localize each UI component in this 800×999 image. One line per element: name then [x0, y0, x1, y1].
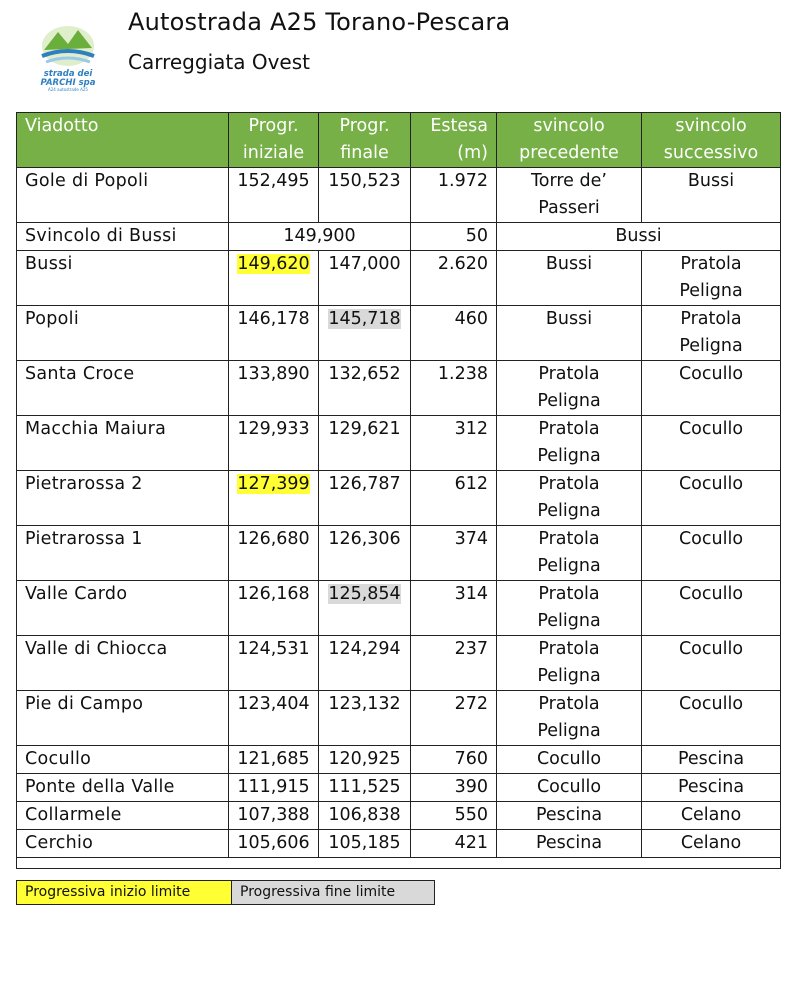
progr-finale: 120,925 — [319, 746, 411, 774]
svincolo-precedente: Pratola Peligna — [497, 526, 642, 581]
svg-text:strada dei: strada dei — [43, 69, 93, 79]
table-row — [17, 416, 781, 471]
progr-iniziale: 121,685 — [229, 746, 319, 774]
svincolo-precedente: Bussi — [497, 306, 642, 361]
progr-finale: 105,185 — [319, 830, 411, 858]
viaduct-name: Santa Croce — [17, 361, 229, 416]
svincolo-precedente: Cocullo — [497, 774, 642, 802]
svincolo-precedente: Pratola Peligna — [497, 416, 642, 471]
svincolo-precedente: Pratola Peligna — [497, 691, 642, 746]
highlight-start-limit: 127,399 — [237, 474, 310, 494]
table-row — [17, 691, 781, 746]
viaduct-name: Popoli — [17, 306, 229, 361]
svincolo-successivo: Cocullo — [642, 636, 781, 691]
progr-finale: 111,525 — [319, 774, 411, 802]
svg-text:A24 autostrade A25: A24 autostrade A25 — [48, 87, 88, 92]
table-row — [17, 581, 781, 636]
table-row — [17, 774, 781, 802]
page-subtitle: Carreggiata Ovest — [128, 50, 310, 74]
svincolo-merged: Bussi — [497, 223, 781, 251]
col-header-viadotto: Viadotto — [17, 113, 229, 168]
progr-finale: 126,787 — [319, 471, 411, 526]
estesa: 312 — [411, 416, 497, 471]
viaduct-name: Gole di Popoli — [17, 168, 229, 223]
viaduct-name: Pietrarossa 2 — [17, 471, 229, 526]
svincolo-successivo: Cocullo — [642, 691, 781, 746]
svincolo-successivo: Cocullo — [642, 526, 781, 581]
viaduct-name: Cerchio — [17, 830, 229, 858]
svincolo-precedente: Pescina — [497, 830, 642, 858]
viaduct-table — [16, 112, 781, 869]
estesa: 1.238 — [411, 361, 497, 416]
svincolo-precedente: Pescina — [497, 802, 642, 830]
table-row — [17, 306, 781, 361]
page-title: Autostrada A25 Torano-Pescara — [128, 8, 511, 36]
col-header-estesa: Estesa (m) — [411, 113, 497, 168]
progr-iniziale: 123,404 — [229, 691, 319, 746]
progr-finale: 150,523 — [319, 168, 411, 223]
progr-iniziale: 133,890 — [229, 361, 319, 416]
svincolo-precedente: Bussi — [497, 251, 642, 306]
svincolo-successivo: Pratola Peligna — [642, 306, 781, 361]
highlight-end-limit: 145,718 — [328, 309, 401, 329]
progr-finale: 129,621 — [319, 416, 411, 471]
viaduct-name: Valle di Chiocca — [17, 636, 229, 691]
legend — [16, 880, 435, 905]
table-row — [17, 168, 781, 223]
viaduct-name: Pie di Campo — [17, 691, 229, 746]
estesa: 2.620 — [411, 251, 497, 306]
col-header-progr-iniziale: Progr. iniziale — [229, 113, 319, 168]
progr-finale: 106,838 — [319, 802, 411, 830]
progr-merged: 149,900 — [229, 223, 411, 251]
estesa: 550 — [411, 802, 497, 830]
progr-iniziale — [229, 251, 319, 306]
table-row — [17, 251, 781, 306]
estesa: 314 — [411, 581, 497, 636]
estesa: 612 — [411, 471, 497, 526]
estesa: 460 — [411, 306, 497, 361]
table-row — [17, 830, 781, 858]
col-header-svincolo-successivo: svincolo successivo — [642, 113, 781, 168]
svincolo-successivo: Cocullo — [642, 361, 781, 416]
progr-iniziale — [229, 471, 319, 526]
progr-iniziale: 105,606 — [229, 830, 319, 858]
table-row — [17, 802, 781, 830]
svincolo-successivo: Celano — [642, 830, 781, 858]
strada-dei-parchi-logo — [30, 16, 106, 92]
progr-finale: 132,652 — [319, 361, 411, 416]
svincolo-precedente: Pratola Peligna — [497, 361, 642, 416]
table-row — [17, 471, 781, 526]
legend-end-limit: Progressiva fine limite — [232, 881, 435, 905]
table-header-row — [17, 113, 781, 168]
estesa: 272 — [411, 691, 497, 746]
svincolo-precedente: Pratola Peligna — [497, 471, 642, 526]
estesa: 50 — [411, 223, 497, 251]
viaduct-name: Valle Cardo — [17, 581, 229, 636]
svincolo-successivo: Bussi — [642, 168, 781, 223]
legend-start-limit: Progressiva inizio limite — [17, 881, 232, 905]
progr-finale: 126,306 — [319, 526, 411, 581]
viaduct-name: Cocullo — [17, 746, 229, 774]
progr-iniziale: 107,388 — [229, 802, 319, 830]
progr-iniziale: 126,680 — [229, 526, 319, 581]
svincolo-precedente: Pratola Peligna — [497, 581, 642, 636]
table-row — [17, 361, 781, 416]
svincolo-successivo: Celano — [642, 802, 781, 830]
progr-iniziale: 124,531 — [229, 636, 319, 691]
progr-finale: 147,000 — [319, 251, 411, 306]
progr-finale: 124,294 — [319, 636, 411, 691]
progr-iniziale: 126,168 — [229, 581, 319, 636]
progr-iniziale: 129,933 — [229, 416, 319, 471]
col-header-svincolo-precedente: svincolo precedente — [497, 113, 642, 168]
svincolo-successivo: Cocullo — [642, 471, 781, 526]
progr-iniziale: 146,178 — [229, 306, 319, 361]
viaduct-name: Ponte della Valle — [17, 774, 229, 802]
estesa: 1.972 — [411, 168, 497, 223]
svincolo-successivo: Pescina — [642, 774, 781, 802]
estesa: 374 — [411, 526, 497, 581]
estesa: 421 — [411, 830, 497, 858]
svincolo-precedente: Cocullo — [497, 746, 642, 774]
spacer-cell — [17, 858, 781, 869]
viaduct-name: Bussi — [17, 251, 229, 306]
estesa: 390 — [411, 774, 497, 802]
viaduct-name: Collarmele — [17, 802, 229, 830]
viaduct-name: Pietrarossa 1 — [17, 526, 229, 581]
col-header-progr-finale: Progr. finale — [319, 113, 411, 168]
viaduct-name: Macchia Maiura — [17, 416, 229, 471]
svincolo-precedente: Pratola Peligna — [497, 636, 642, 691]
progr-iniziale: 111,915 — [229, 774, 319, 802]
estesa: 760 — [411, 746, 497, 774]
svincolo-successivo: Cocullo — [642, 581, 781, 636]
table-spacer-row — [17, 858, 781, 869]
highlight-end-limit: 125,854 — [328, 584, 401, 604]
svg-text:PARCHI spa: PARCHI spa — [40, 78, 96, 88]
svincolo-successivo: Pratola Peligna — [642, 251, 781, 306]
svincolo-successivo: Pescina — [642, 746, 781, 774]
progr-iniziale: 152,495 — [229, 168, 319, 223]
viaduct-name: Svincolo di Bussi — [17, 223, 229, 251]
highlight-start-limit: 149,620 — [237, 254, 310, 274]
table-row — [17, 223, 781, 251]
table-row — [17, 526, 781, 581]
table-row — [17, 636, 781, 691]
progr-finale — [319, 581, 411, 636]
progr-finale: 123,132 — [319, 691, 411, 746]
svincolo-successivo: Cocullo — [642, 416, 781, 471]
table-row — [17, 746, 781, 774]
svincolo-precedente: Torre de’ Passeri — [497, 168, 642, 223]
progr-finale — [319, 306, 411, 361]
estesa: 237 — [411, 636, 497, 691]
